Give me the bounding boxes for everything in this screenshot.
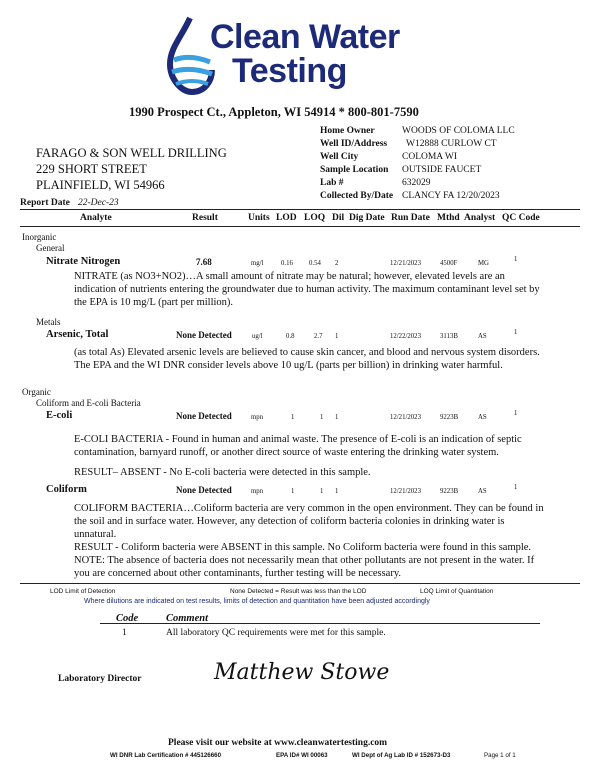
home-owner-label: Home Owner xyxy=(320,126,375,136)
lod-value: 0.16 xyxy=(281,260,293,267)
qc-value: 1 xyxy=(514,329,518,336)
well-id-label: Well ID/Address xyxy=(320,139,388,149)
header-rule-bottom xyxy=(20,226,580,227)
analyte-name: Arsenic, Total xyxy=(46,329,109,340)
coliform-result-note: RESULT - Coliform bacteria were ABSENT in this sample. No Coliform bacteria were found in this sample. NOTE: The absence of bacteria does not necessarily mean that other pollutants are not present in the water. If you are concerned about other contaminants, further testing will be necessary. xyxy=(74,542,535,579)
lab-number-label: Lab # xyxy=(320,178,344,188)
lod-legend: LOD Limit of Detection xyxy=(50,588,116,595)
units-value: mpn xyxy=(251,488,264,495)
ag-lab-id: WI Dept of Ag Lab ID # 152673-D3 xyxy=(352,752,451,759)
col-header-dil: Dil xyxy=(332,213,345,223)
method-value: 4500F xyxy=(440,260,458,267)
col-header-method: Mthd xyxy=(437,213,460,223)
result-value: None Detected xyxy=(176,485,232,495)
lod-value: 0.8 xyxy=(286,333,295,340)
category-organic: Organic xyxy=(22,387,51,397)
sample-location-value: OUTSIDE FAUCET xyxy=(402,165,482,175)
lab-address: 1990 Prospect Ct., Appleton, WI 54914 * 800-801-7590 xyxy=(129,105,419,119)
col-header-units: Units xyxy=(248,213,270,223)
report-date-label: Report Date xyxy=(20,198,70,208)
qc-code-value: 1 xyxy=(122,628,127,638)
loq-value: 2.7 xyxy=(314,333,323,340)
loq-value: 0.54 xyxy=(309,260,321,267)
director-signature: Matthew Stowe xyxy=(214,660,390,685)
units-value: ug/l xyxy=(252,333,263,340)
result-value: None Detected xyxy=(176,330,232,340)
qc-value: 1 xyxy=(514,256,518,263)
dil-value: 1 xyxy=(335,333,339,340)
units-value: mpn xyxy=(251,414,264,421)
company-logo xyxy=(160,14,420,96)
col-header-analyte: Analyte xyxy=(80,213,112,223)
subcategory-general: General xyxy=(36,243,65,253)
col-header-run-date: Run Date xyxy=(391,213,430,223)
subcategory-coliform: Coliform and E-coli Bacteria xyxy=(36,398,141,408)
method-value: 9223B xyxy=(440,414,459,421)
loq-value: 1 xyxy=(320,414,324,421)
method-value: 3113B xyxy=(440,333,458,340)
ecoli-result-note: RESULT– ABSENT - No E-coli bacteria were detected in this sample. xyxy=(74,467,371,478)
lab-number-value: 632029 xyxy=(402,178,431,188)
dilution-note: Where dilutions are indicated on test results, limits of detection and quantitation have been adjusted accordingly xyxy=(84,598,430,605)
method-value: 9223B xyxy=(440,488,459,495)
analyte-name: Nitrate Nitrogen xyxy=(46,256,121,267)
well-id-value: W12888 CURLOW CT xyxy=(406,139,497,149)
ecoli-description: E-COLI BACTERIA - Found in human and animal waste. The presence of E-coli is an indication of septic contamination, barnyard runoff, or another direct source of waste entering the drinking water system. xyxy=(74,434,522,458)
analyst-value: AS xyxy=(478,488,487,495)
qc-value: 1 xyxy=(514,410,518,417)
dnr-certification: WI DNR Lab Certification # 445126660 xyxy=(110,752,222,759)
lod-value: 1 xyxy=(291,414,295,421)
qc-code-header: Code xyxy=(116,613,139,624)
col-header-dig-date: Dig Date xyxy=(349,213,385,223)
client-city: PLAINFIELD, WI 54966 xyxy=(36,178,165,192)
none-detected-legend: None Detected = Result was less than the LOD xyxy=(230,588,367,595)
col-header-analyst: Analyst xyxy=(464,213,496,223)
run-date-value: 12/22/2023 xyxy=(390,333,421,340)
collected-by-value: CLANCY FA 12/20/2023 xyxy=(402,191,500,201)
category-inorganic: Inorganic xyxy=(22,232,57,242)
nitrate-description: NITRATE (as NO3+NO2)…A small amount of nitrate may be natural; however, elevated levels are an indication of nutrients entering the groundwater due to human activity. The maximum contaminant level set by the EPA is 10 mg/L (part per million). xyxy=(74,271,540,308)
dil-value: 1 xyxy=(335,414,339,421)
col-header-qc-code: QC Code xyxy=(502,213,540,223)
coliform-description: COLIFORM BACTERIA…Coliform bacteria are very common in the open environment. They can be found in the soil and in surface water. However, any detection of coliform bacteria colonies in drinking water is unnatural. xyxy=(74,503,544,540)
arsenic-description: (as total As) Elevated arsenic levels are believed to cause skin cancer, and blood and nervous system disorders. The EPA and the WI DNR consider levels above 10 ug/L (parts per billion) in drinking water harmful. xyxy=(74,347,540,371)
col-header-lod: LOD xyxy=(276,213,297,223)
collected-by-label: Collected By/Date xyxy=(320,191,394,201)
laboratory-director-label: Laboratory Director xyxy=(58,674,142,684)
qc-rule xyxy=(100,623,540,624)
dil-value: 1 xyxy=(335,488,339,495)
dil-value: 2 xyxy=(335,260,339,267)
qc-comment-value: All laboratory QC requirements were met for this sample. xyxy=(166,628,386,638)
units-value: mg/l xyxy=(251,260,264,267)
analyst-value: AS xyxy=(478,333,487,340)
subcategory-metals: Metals xyxy=(36,317,61,327)
logo-text-line1: Clean Water xyxy=(210,18,400,56)
client-street: 229 SHORT STREET xyxy=(36,162,147,176)
run-date-value: 12/21/2023 xyxy=(390,488,421,495)
analyst-value: AS xyxy=(478,414,487,421)
client-name: FARAGO & SON WELL DRILLING xyxy=(36,146,227,160)
qc-comment-header: Comment xyxy=(166,613,209,624)
lod-value: 1 xyxy=(291,488,295,495)
sample-location-label: Sample Location xyxy=(320,165,389,175)
analyst-value: MG xyxy=(478,260,489,267)
page-number: Page 1 of 1 xyxy=(484,752,516,759)
report-date-value: 22-Dec-23 xyxy=(78,198,119,208)
well-city-value: COLOMA WI xyxy=(402,152,457,162)
loq-value: 1 xyxy=(320,488,324,495)
analyte-name: Coliform xyxy=(46,484,87,495)
logo-text-line2: Testing xyxy=(232,52,347,90)
header-rule-top xyxy=(20,209,580,210)
col-header-loq: LOQ xyxy=(304,213,326,223)
col-header-result: Result xyxy=(192,213,218,223)
home-owner-value: WOODS OF COLOMA LLC xyxy=(402,126,515,136)
loq-legend: LOQ Limit of Quantitation xyxy=(420,588,494,595)
run-date-value: 12/21/2023 xyxy=(390,414,421,421)
qc-value: 1 xyxy=(514,484,518,491)
website-line: Please visit our website at www.cleanwatertesting.com xyxy=(168,738,388,748)
run-date-value: 12/21/2023 xyxy=(390,260,421,267)
result-value: None Detected xyxy=(176,411,232,421)
analyte-name: E-coli xyxy=(46,410,73,421)
epa-id: EPA ID# WI 00063 xyxy=(276,752,328,759)
result-value: 7.68 xyxy=(196,257,212,267)
well-city-label: Well City xyxy=(320,152,359,162)
legend-rule xyxy=(20,583,580,584)
